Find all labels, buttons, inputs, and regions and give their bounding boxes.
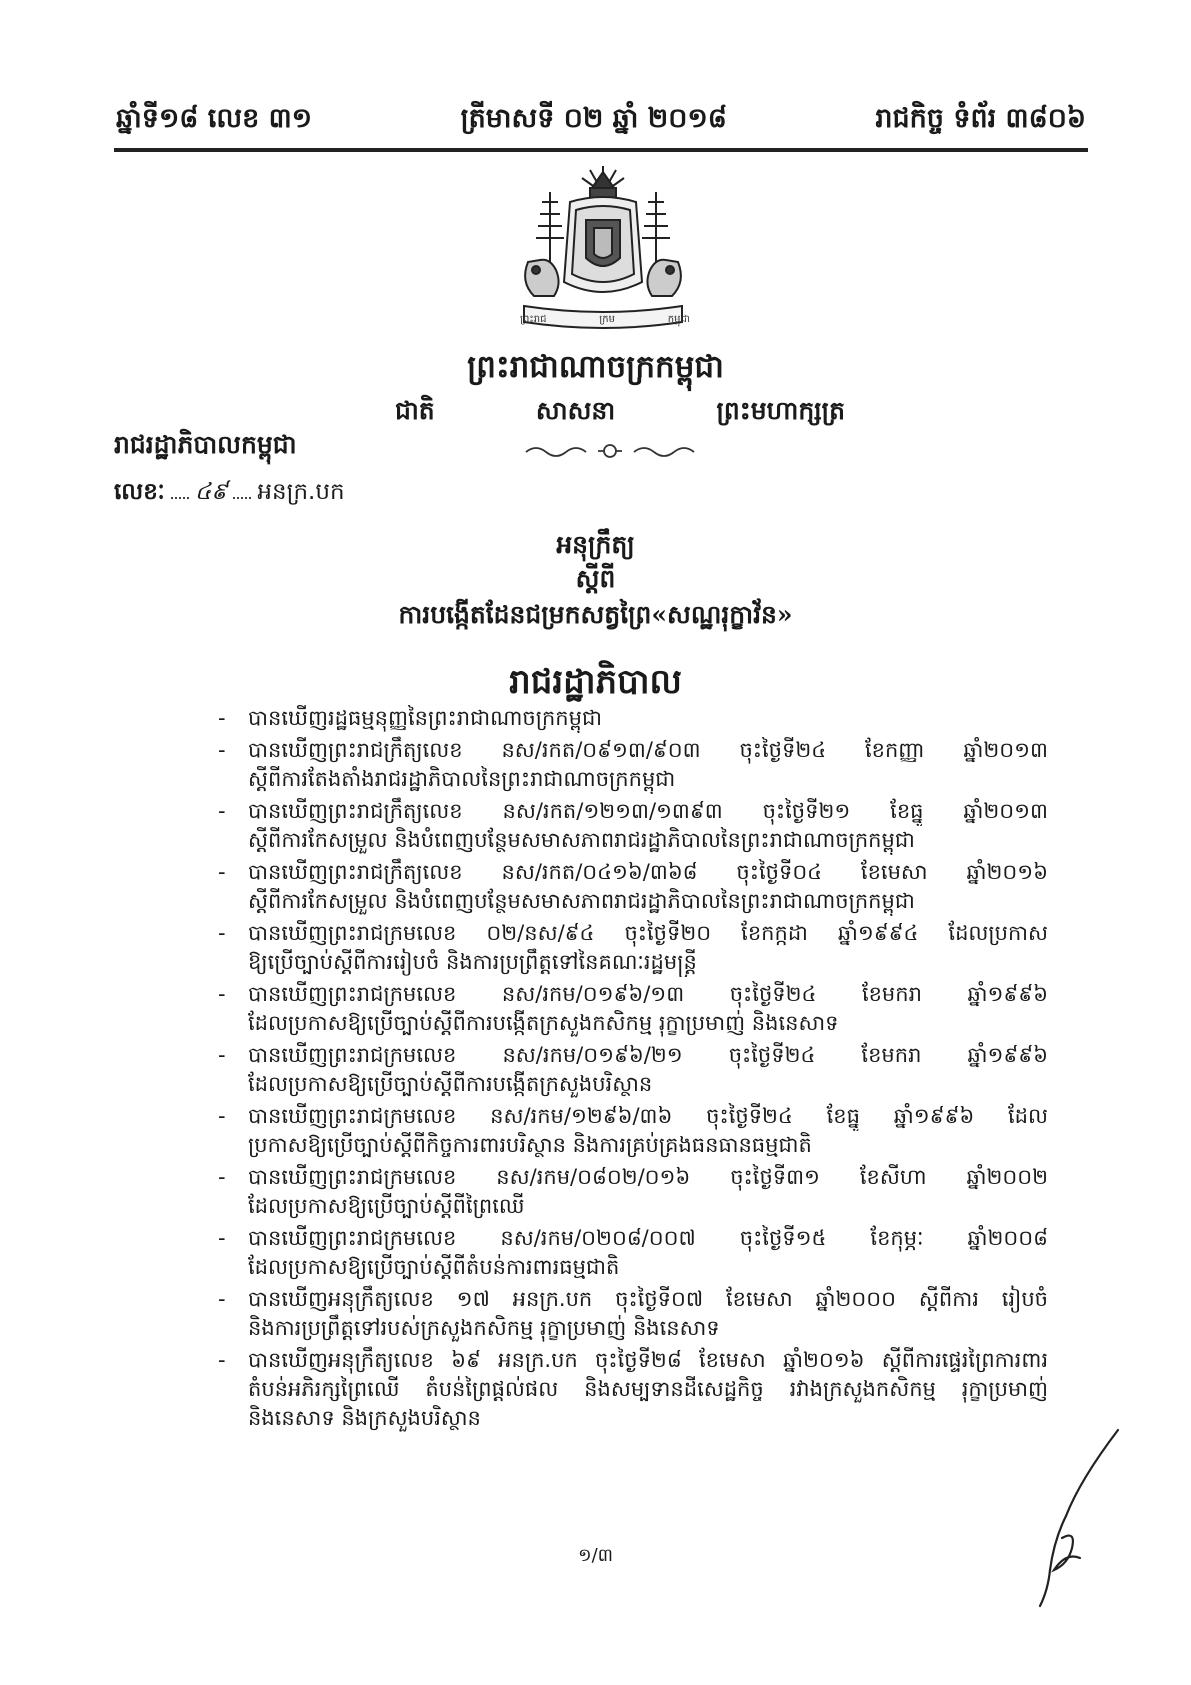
page-number: ១/៣: [577, 1545, 614, 1566]
recital-line: ប្រកាសឱ្យប្រើច្បាប់ស្តីពីកិច្ចការពារបរិស្ថាន និងការគ្រប់គ្រងធនធានធម្មជាតិ: [248, 1133, 812, 1157]
motto-king: ព្រះមហាក្សត្រ: [716, 396, 845, 425]
recital-line: ស្តីពីការកែសម្រួល និងបំពេញបន្ថែមសមាសភាពរាជរដ្ឋាភិបាលនៃព្រះរាជាណាចក្រកម្ពុជា: [248, 889, 915, 913]
header-rule: [114, 148, 1088, 152]
doc-about: ស្តីពី: [575, 564, 616, 593]
recital-line: បានឃើញព្រះរាជក្រឹត្យលេខ នស/រកត/០៩១៣/៩០៣ ចុះថ្ងៃទី២៤ ខែកញ្ញា ឆ្នាំ២០១៣: [248, 738, 1048, 762]
list-item: - បានឃើញព្រះរាជក្រមលេខ នស/រកម/១២៩៦/៣៦ ចុះថ្ងៃទី២៤ ខែធ្នូ ឆ្នាំ១៩៩៦ ដែល ប្រកាសឱ្យប្រើច្បាប់ស្តីពីកិច្ចការពារបរិស្ថាន និងការគ្រប់គ្រងធនធានធម្មជាតិ: [218, 1102, 1048, 1160]
document-number: [114, 478, 345, 511]
recital-line: បានឃើញព្រះរាជក្រមលេខ នស/រកម/១២៩៦/៣៦ ចុះថ្ងៃទី២៤ ខែធ្នូ ឆ្នាំ១៩៩៦ ដែល: [248, 1104, 1048, 1128]
recital-line: តំបន់អភិរក្សព្រៃឈើ តំបន់ព្រៃផ្តល់ផល និងសម្បទានដីសេដ្ឋកិច្ច រវាងក្រសួងកសិកម្ម រុក្ខាប្រមាញ់: [248, 1377, 1048, 1401]
recital-line: បានឃើញព្រះរាជក្រមលេខ នស/រកម/០៨០២/០១៦ ចុះថ្ងៃទី៣១ ខែសីហា ឆ្នាំ២០០២: [248, 1165, 1048, 1189]
recital-line: បានឃើញព្រះរាជក្រឹត្យលេខ នស/រកត/០៤១៦/៣៦៨ ចុះថ្ងៃទី០៤ ខែមេសា ឆ្នាំ២០១៦: [248, 860, 1048, 884]
doc-type: អនុក្រឹត្យ: [556, 530, 635, 559]
list-item: - បានឃើញព្រះរាជក្រមលេខ នស/រកម/០១៩៦/២១ ចុះថ្ងៃទី២៤ ខែមករា ឆ្នាំ១៩៩៦ ដែលប្រកាសឱ្យប្រើច្បាប់ស្តីពីការបង្កើតក្រសួងបរិស្ថាន: [218, 1041, 1048, 1099]
header-date: ត្រីមាសទី ០២ ឆ្នាំ ២០១៨: [460, 102, 727, 134]
list-item: - បានឃើញរដ្ឋធម្មនុញ្ញនៃព្រះរាជាណាចក្រកម្ពុជា: [218, 704, 1048, 733]
recital-line: បានឃើញអនុក្រឹត្យលេខ ១៧ អនក្រ.បក ចុះថ្ងៃទី០៧ ខែមេសា ឆ្នាំ២០០០ ស្តីពីការ រៀបចំ: [248, 1287, 1048, 1311]
list-item: - បានឃើញព្រះរាជក្រមលេខ នស/រកម/០៨០២/០១៦ ចុះថ្ងៃទី៣១ ខែសីហា ឆ្នាំ២០០២ ដែលប្រកាសឱ្យប្រើច្បាប់ស្តីពីព្រៃឈើ: [218, 1163, 1048, 1221]
list-item: - បានឃើញព្រះរាជក្រមលេខ នស/រកម/០១៩៦/១៣ ចុះថ្ងៃទី២៤ ខែមករា ឆ្នាំ១៩៩៦ ដែលប្រកាសឱ្យប្រើច្បាប់ស្តីពីការបង្កើតក្រសួងកសិកម្ម រុក្ខាប្រមាញ់ និងនេសាទ: [218, 980, 1048, 1038]
recital-line: ដែលប្រកាសឱ្យប្រើច្បាប់ស្តីពីតំបន់ការពារធម្មជាតិ: [248, 1255, 620, 1279]
recital-line: បានឃើញព្រះរាជក្រមលេខ នស/រកម/០២០៨/០០៧ ចុះថ្ងៃទី១៥ ខែកុម្ភៈ ឆ្នាំ២០០៨: [248, 1226, 1048, 1250]
kingdom-name: ព្រះរាជាណាចក្រកម្ពុជា: [467, 349, 724, 385]
number-suffix: អនក្រ.បក: [257, 479, 345, 505]
issuing-government: រាជរដ្ឋាភិបាលកម្ពុជា: [114, 430, 297, 459]
section-heading: រាជរដ្ឋាភិបាល: [509, 662, 682, 702]
emblem-caption: [520, 312, 690, 327]
recital-line: បានឃើញរដ្ឋធម្មនុញ្ញនៃព្រះរាជាណាចក្រកម្ពុជា: [248, 706, 602, 730]
emblem-caption-left: ព្រះរាជ: [520, 314, 547, 325]
signature-icon: [1010, 1420, 1130, 1610]
list-item: - បានឃើញអនុក្រឹត្យលេខ ១៧ អនក្រ.បក ចុះថ្ងៃទី០៧ ខែមេសា ឆ្នាំ២០០០ ស្តីពីការ រៀបចំ និងការប្រព្រឹត្តទៅរបស់ក្រសួងកសិកម្ម រុក្ខាប្រមាញ់ និងនេសាទ: [218, 1285, 1048, 1343]
number-dots-left: [171, 497, 189, 499]
number-value: ៤៩: [194, 479, 228, 505]
emblem-caption-right: កម្ពុជា: [667, 314, 690, 325]
list-item: - បានឃើញព្រះរាជក្រមលេខ នស/រកម/០២០៨/០០៧ ចុះថ្ងៃទី១៥ ខែកុម្ភៈ ឆ្នាំ២០០៨ ដែលប្រកាសឱ្យប្រើច្បាប់ស្តីពីតំបន់ការពារធម្មជាតិ: [218, 1224, 1048, 1282]
list-item: - បានឃើញព្រះរាជក្រមលេខ ០២/នស/៩៤ ចុះថ្ងៃទី២០ ខែកក្កដា ឆ្នាំ១៩៩៤ ដែលប្រកាស ឱ្យប្រើច្បាប់ស្តីពីការរៀបចំ និងការប្រព្រឹត្តទៅនៃគណៈរដ្ឋមន្ត្រី: [218, 919, 1048, 977]
recital-line: និងនេសាទ និងក្រសួងបរិស្ថាន: [248, 1406, 481, 1430]
list-item: - បានឃើញព្រះរាជក្រឹត្យលេខ នស/រកត/០៤១៦/៣៦៨ ចុះថ្ងៃទី០៤ ខែមេសា ឆ្នាំ២០១៦ ស្តីពីការកែសម្រួល និងបំពេញបន្ថែមសមាសភាពរាជរដ្ឋាភិបាលនៃព្រះរាជាណាចក្រកម្ពុជា: [218, 858, 1048, 916]
doc-subject: ការបង្កើតដែនជម្រកសត្វព្រៃ«សណ្ឋរុក្ខាវ័ន»: [398, 600, 793, 629]
recital-line: ដែលប្រកាសឱ្យប្រើច្បាប់ស្តីពីការបង្កើតក្រសួងបរិស្ថាន: [248, 1072, 653, 1096]
recitals-list: [218, 704, 1048, 1436]
recital-line: ដែលប្រកាសឱ្យប្រើច្បាប់ស្តីពីព្រៃឈើ: [248, 1194, 525, 1218]
list-item: - បានឃើញព្រះរាជក្រឹត្យលេខ នស/រកត/០៩១៣/៩០៣ ចុះថ្ងៃទី២៤ ខែកញ្ញា ឆ្នាំ២០១៣ ស្តីពីការតែងតាំងរាជរដ្ឋាភិបាលនៃព្រះរាជាណាចក្រកម្ពុជា: [218, 736, 1048, 794]
ornament-divider-icon: [520, 440, 700, 462]
national-motto: [395, 396, 845, 432]
emblem-caption-mid: ក្រម: [599, 314, 615, 325]
recital-line: ស្តីពីការតែងតាំងរាជរដ្ឋាភិបាលនៃព្រះរាជាណាចក្រកម្ពុជា: [248, 767, 676, 791]
recital-line: បានឃើញព្រះរាជក្រមលេខ នស/រកម/០១៩៦/១៣ ចុះថ្ងៃទី២៤ ខែមករា ឆ្នាំ១៩៩៦: [248, 982, 1048, 1006]
header-gazette-page: រាជកិច្ច ទំព័រ ៣៨០៦: [875, 102, 1086, 134]
number-label: លេខៈ: [114, 478, 165, 505]
motto-religion: សាសនា: [535, 396, 616, 425]
number-dots-right: [233, 497, 251, 499]
recital-line: បានឃើញព្រះរាជក្រមលេខ ០២/នស/៩៤ ចុះថ្ងៃទី២០ ខែកក្កដា ឆ្នាំ១៩៩៤ ដែលប្រកាស: [248, 921, 1048, 945]
recital-line: និងការប្រព្រឹត្តទៅរបស់ក្រសួងកសិកម្ម រុក្ខាប្រមាញ់ និងនេសាទ: [248, 1316, 720, 1340]
document-title: [0, 528, 1191, 634]
recital-line: បានឃើញព្រះរាជក្រឹត្យលេខ នស/រកត/១២១៣/១៣៩៣ ចុះថ្ងៃទី២១ ខែធ្នូ ឆ្នាំ២០១៣: [248, 799, 1048, 823]
motto-nation: ជាតិ: [395, 396, 435, 425]
recital-line: បានឃើញអនុក្រឹត្យលេខ ៦៩ អនក្រ.បក ចុះថ្ងៃទី២៨ ខែមេសា ឆ្នាំ២០១៦ ស្តីពីការផ្ទេរព្រៃការពារ: [248, 1348, 1048, 1372]
recital-line: បានឃើញព្រះរាជក្រមលេខ នស/រកម/០១៩៦/២១ ចុះថ្ងៃទី២៤ ខែមករា ឆ្នាំ១៩៩៦: [248, 1043, 1048, 1067]
header-year-issue: ឆ្នាំទី១៨ លេខ ៣១: [116, 102, 313, 134]
list-item: - បានឃើញអនុក្រឹត្យលេខ ៦៩ អនក្រ.បក ចុះថ្ងៃទី២៨ ខែមេសា ឆ្នាំ២០១៦ ស្តីពីការផ្ទេរព្រៃការពារ តំបន់អភិរក្សព្រៃឈើ តំបន់ព្រៃផ្តល់ផល និងសម្បទានដីសេដ្ឋកិច្ច រវាងក្រសួងកសិកម្ម រុក្ខាប្រមាញ់ និងនេសាទ និងក្រសួងបរិស្ថាន: [218, 1346, 1048, 1433]
recital-line: ស្តីពីការកែសម្រួល និងបំពេញបន្ថែមសមាសភាពរាជរដ្ឋាភិបាលនៃព្រះរាជាណាចក្រកម្ពុជា: [248, 828, 915, 852]
recital-line: ឱ្យប្រើច្បាប់ស្តីពីការរៀបចំ និងការប្រព្រឹត្តទៅនៃគណៈរដ្ឋមន្ត្រី: [248, 950, 697, 974]
recital-line: ដែលប្រកាសឱ្យប្រើច្បាប់ស្តីពីការបង្កើតក្រសួងកសិកម្ម រុក្ខាប្រមាញ់ និងនេសាទ: [248, 1011, 839, 1035]
list-item: - បានឃើញព្រះរាជក្រឹត្យលេខ នស/រកត/១២១៣/១៣៩៣ ចុះថ្ងៃទី២១ ខែធ្នូ ឆ្នាំ២០១៣ ស្តីពីការកែសម្រួល និងបំពេញបន្ថែមសមាសភាពរាជរដ្ឋាភិបាលនៃព្រះរាជាណាចក្រកម្ពុជា: [218, 797, 1048, 855]
gazette-header: [116, 96, 1086, 146]
